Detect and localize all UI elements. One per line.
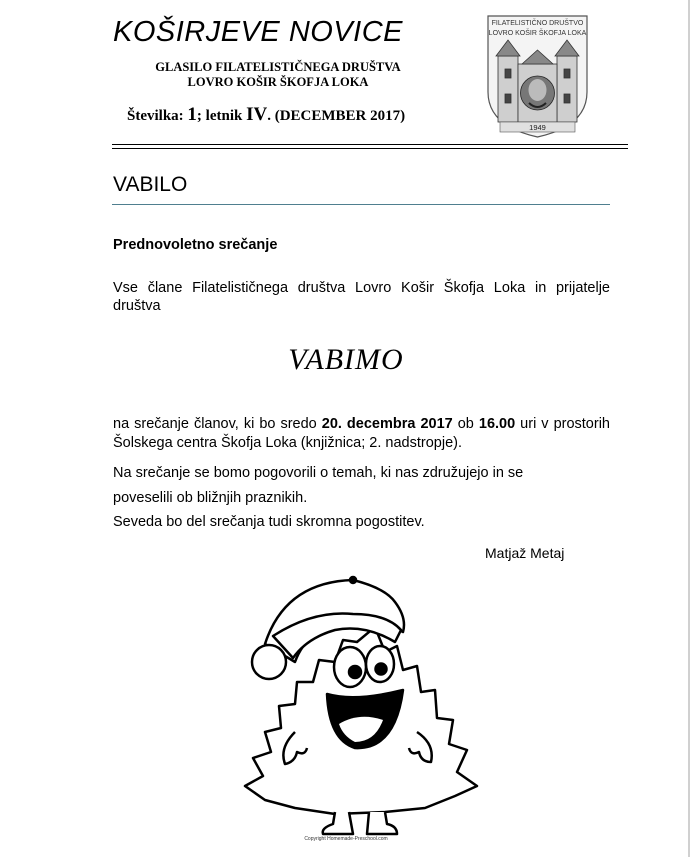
refreshments-text: Seveda bo del srečanja tudi skromna pogostitev.	[113, 514, 425, 530]
newsletter-title: KOŠIRJEVE NOVICE	[113, 16, 404, 48]
invite-word: VABIMO	[288, 343, 404, 376]
section-heading-rule	[112, 204, 610, 205]
header-rule-bottom	[112, 148, 628, 149]
issue-date: . (DECEMBER 2017)	[267, 108, 406, 124]
invitation-part3: uri v prostorih Šolskega centra Škofja Loka (knjižnica; 2. nadstropje).	[113, 416, 610, 451]
crest-text-line2: LOVRO KOŠIR ŠKOFJA LOKA	[488, 30, 587, 37]
issue-label: Številka:	[127, 108, 184, 124]
invitation-part1: na srečanje članov, ki bo sredo	[113, 416, 322, 432]
issue-number: 1	[187, 104, 197, 125]
crest-text-line1: FILATELISTIČNO DRUŠTVO	[491, 20, 584, 27]
event-time: 16.00	[478, 416, 516, 432]
intro-text: Vse člane Filatelističnega društva Lovro Košir Škofja Loka in prijatelje društva	[113, 280, 610, 314]
newsletter-subtitle-line1: GLASILO FILATELISTIČNEGA DRUŠTVA	[155, 60, 401, 74]
image-credit: Copyright Homemade-Preschool.com	[304, 836, 388, 842]
event-date: 20. decembra 2017	[321, 416, 453, 432]
topics-text-line2: poveselili ob bližnjih praznikih.	[113, 490, 308, 506]
volume-label: ; letnik	[196, 108, 243, 124]
invitation-part2: ob	[452, 416, 479, 432]
topics-text-line1: Na srečanje se bomo pogovorili o temah, ki nas združujejo in se	[113, 465, 524, 481]
portrait-icon	[521, 76, 555, 110]
christmas-tree-cartoon-icon	[235, 572, 480, 837]
header-rule-top	[112, 144, 628, 145]
signature: Matjaž Metaj	[485, 545, 565, 561]
page-edge	[688, 0, 690, 857]
crest-year: 1949	[529, 123, 546, 132]
issue-line	[127, 104, 405, 126]
society-crest	[486, 14, 589, 139]
newsletter-subtitle-line2: LOVRO KOŠIR ŠKOFJA LOKA	[187, 75, 369, 89]
event-title: Prednovoletno srečanje	[113, 237, 278, 253]
invitation-text	[113, 415, 610, 453]
volume-number: IV	[246, 104, 268, 125]
section-heading: VABILO	[113, 173, 188, 196]
